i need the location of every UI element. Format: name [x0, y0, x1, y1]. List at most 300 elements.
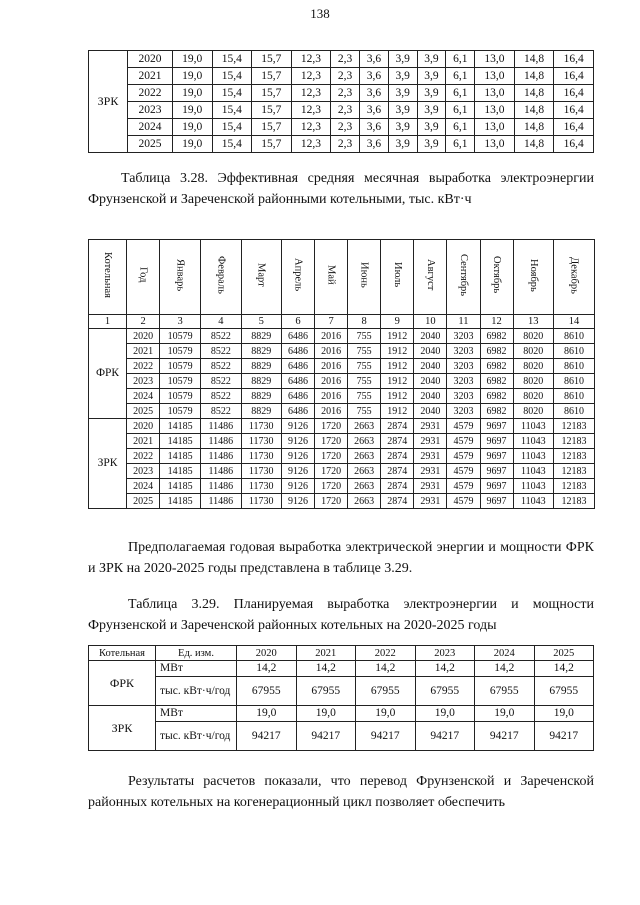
- table-cell: 2016: [315, 389, 348, 404]
- table-cell: 3,6: [360, 85, 389, 102]
- table-cell: 14,8: [514, 51, 554, 68]
- table-cell: 3203: [447, 389, 480, 404]
- table-cell: 1720: [315, 434, 348, 449]
- table-cell: 10579: [160, 389, 201, 404]
- table-cell: 3,9: [417, 68, 446, 85]
- table-cell: 67955: [534, 677, 594, 706]
- table-cell: 67955: [296, 677, 356, 706]
- table-cell: 10579: [160, 359, 201, 374]
- table-row: [89, 479, 595, 494]
- table-cell: 15,4: [212, 136, 252, 153]
- table-cell: 13,0: [475, 136, 515, 153]
- unit-cell: тыс. кВт·ч/год: [156, 677, 237, 706]
- table-cell: 1912: [381, 404, 414, 419]
- column-header: [201, 240, 241, 315]
- table-continuation: [88, 50, 594, 153]
- table-cell: 14185: [160, 419, 201, 434]
- table-cell: 11486: [201, 494, 241, 509]
- table-cell: 6486: [281, 359, 314, 374]
- table-cell: 6,1: [446, 102, 475, 119]
- table-cell: 10579: [160, 329, 201, 344]
- column-header-label: Январь: [174, 258, 186, 292]
- table-cell: 2874: [381, 434, 414, 449]
- table-cell: 8020: [513, 389, 553, 404]
- column-number: 6: [281, 315, 314, 329]
- column-header-label: Ноябрь: [527, 258, 539, 292]
- column-header: [513, 240, 553, 315]
- table-cell: 15,7: [252, 68, 292, 85]
- table-cell: 9126: [281, 449, 314, 464]
- table-cell: 11730: [241, 449, 281, 464]
- table-cell: 11730: [241, 419, 281, 434]
- table-cell: 8829: [241, 389, 281, 404]
- table-cell: 3,6: [360, 119, 389, 136]
- table-cell: 14,2: [475, 661, 535, 677]
- table-cell: 67955: [415, 677, 475, 706]
- column-number: 5: [241, 315, 281, 329]
- table-cell: 94217: [296, 722, 356, 751]
- table-cell: 6982: [480, 359, 513, 374]
- table-cell: 3,9: [388, 68, 417, 85]
- table-cell: 8020: [513, 374, 553, 389]
- table-cell: 755: [348, 344, 381, 359]
- table-cell: 6,1: [446, 85, 475, 102]
- table-cell: 8020: [513, 344, 553, 359]
- table-cell: 3,9: [417, 85, 446, 102]
- table-cell: 12,3: [291, 51, 331, 68]
- table-cell: 4579: [447, 434, 480, 449]
- table-cell: 3,9: [388, 51, 417, 68]
- table-cell: 8610: [554, 374, 595, 389]
- table-cell: 8522: [201, 359, 241, 374]
- table-cell: 11043: [513, 434, 553, 449]
- table-cell: 9126: [281, 479, 314, 494]
- column-header: [447, 240, 480, 315]
- table-cell: 19,0: [172, 85, 212, 102]
- table-cell: 94217: [237, 722, 297, 751]
- table-cell: 2663: [348, 449, 381, 464]
- table-cell: 94217: [534, 722, 594, 751]
- column-number: 1: [89, 315, 127, 329]
- table-cell: 2016: [315, 374, 348, 389]
- table-cell: 14,8: [514, 119, 554, 136]
- column-header: 2022: [356, 646, 416, 661]
- table-row: [89, 51, 594, 68]
- table-row: [89, 677, 594, 706]
- table-cell: 2021: [127, 434, 160, 449]
- table-cell: 6486: [281, 374, 314, 389]
- column-header: [480, 240, 513, 315]
- unit-cell: МВт: [156, 706, 237, 722]
- table-cell: 14,8: [514, 68, 554, 85]
- table-row: [89, 464, 595, 479]
- table-cell: 8829: [241, 404, 281, 419]
- table-cell: 755: [348, 404, 381, 419]
- table-cell: 3,9: [417, 102, 446, 119]
- table-cell: 14,2: [237, 661, 297, 677]
- table-cell: 2016: [315, 329, 348, 344]
- table-cell: 2874: [381, 419, 414, 434]
- table-row: [89, 404, 595, 419]
- table-cell: 14185: [160, 449, 201, 464]
- table-cell: 11043: [513, 419, 553, 434]
- table-row: [89, 359, 595, 374]
- table-cell: 2663: [348, 464, 381, 479]
- table-cell: 12183: [554, 479, 595, 494]
- table-cell: 1720: [315, 494, 348, 509]
- group-label: ЗРК: [89, 419, 127, 509]
- table-3-28: [88, 239, 595, 509]
- table-cell: 2,3: [331, 102, 360, 119]
- table-row: [89, 102, 594, 119]
- table-cell: 19,0: [172, 68, 212, 85]
- table-row: [89, 119, 594, 136]
- table-cell: 1912: [381, 329, 414, 344]
- table-row: [89, 68, 594, 85]
- table-cell: 14,8: [514, 85, 554, 102]
- table-cell: 8522: [201, 329, 241, 344]
- column-number: 4: [201, 315, 241, 329]
- table-cell: 755: [348, 389, 381, 404]
- column-header-label: Май: [325, 265, 337, 285]
- column-number: 2: [127, 315, 160, 329]
- table-cell: 2040: [414, 389, 447, 404]
- table-cell: 3203: [447, 359, 480, 374]
- table-cell: 11486: [201, 479, 241, 494]
- header-row: [89, 240, 595, 315]
- table-cell: 12,3: [291, 102, 331, 119]
- table-cell: 15,4: [212, 119, 252, 136]
- table-cell: 19,0: [534, 706, 594, 722]
- table-cell: 2663: [348, 479, 381, 494]
- table-cell: 3,6: [360, 51, 389, 68]
- group-label: ФРК: [89, 661, 156, 706]
- column-number: 8: [348, 315, 381, 329]
- column-header: [381, 240, 414, 315]
- table-cell: 6982: [480, 404, 513, 419]
- column-number: 11: [447, 315, 480, 329]
- table-cell: 9697: [480, 464, 513, 479]
- table-cell: 12,3: [291, 136, 331, 153]
- table-cell: 8610: [554, 404, 595, 419]
- column-number: 9: [381, 315, 414, 329]
- table-cell: 14185: [160, 434, 201, 449]
- table-cell: 755: [348, 374, 381, 389]
- table-cell: 67955: [475, 677, 535, 706]
- table-cell: 9697: [480, 434, 513, 449]
- table-cell: 9126: [281, 419, 314, 434]
- table-cell: 6,1: [446, 68, 475, 85]
- column-header: 2021: [296, 646, 356, 661]
- table-row: [89, 449, 595, 464]
- table-cell: 12183: [554, 434, 595, 449]
- table-cell: 4579: [447, 479, 480, 494]
- table-cell: 11486: [201, 464, 241, 479]
- table-cell: 2022: [127, 449, 160, 464]
- table-3-29-caption: Таблица 3.29. Планируемая выработка электроэнергии и мощности Фрунзенской и Зареченской районных котельных на 2020-2025 годы: [88, 597, 594, 633]
- table-cell: 6982: [480, 344, 513, 359]
- table-cell: 15,7: [252, 136, 292, 153]
- table-cell: 3,9: [388, 136, 417, 153]
- column-header: [281, 240, 314, 315]
- table-cell: 9697: [480, 419, 513, 434]
- table-cell: 15,7: [252, 102, 292, 119]
- table-cell: 2,3: [331, 119, 360, 136]
- table-cell: 2020: [127, 419, 160, 434]
- table-cell: 13,0: [475, 68, 515, 85]
- table-cell: 19,0: [415, 706, 475, 722]
- table-cell: 2016: [315, 359, 348, 374]
- table-cell: 2024: [127, 389, 160, 404]
- table-cell: 2023: [127, 464, 160, 479]
- table-row: [89, 722, 594, 751]
- table-cell: 11043: [513, 449, 553, 464]
- table-3-29: [88, 645, 594, 751]
- table-cell: 2931: [414, 434, 447, 449]
- table-cell: 11043: [513, 494, 553, 509]
- table-cell: 2025: [127, 404, 160, 419]
- table-cell: 12,3: [291, 119, 331, 136]
- page-number: 138: [310, 6, 330, 21]
- table-cell: 2020: [128, 51, 173, 68]
- table-cell: 1912: [381, 359, 414, 374]
- table-cell: 6486: [281, 344, 314, 359]
- column-header: Ед. изм.: [156, 646, 237, 661]
- table-cell: 2040: [414, 404, 447, 419]
- column-header: [160, 240, 201, 315]
- table-cell: 19,0: [475, 706, 535, 722]
- table-cell: 2040: [414, 329, 447, 344]
- table-cell: 16,4: [554, 68, 594, 85]
- table-cell: 11486: [201, 434, 241, 449]
- table-cell: 14,8: [514, 136, 554, 153]
- table-cell: 3,6: [360, 136, 389, 153]
- column-header-label: Сентябрь: [457, 253, 469, 297]
- table-cell: 14,2: [534, 661, 594, 677]
- table-cell: 6982: [480, 389, 513, 404]
- table-cell: 2023: [128, 102, 173, 119]
- group-label: ФРК: [89, 329, 127, 419]
- table-cell: 10579: [160, 374, 201, 389]
- table-cell: 2663: [348, 434, 381, 449]
- table-cell: 8020: [513, 329, 553, 344]
- column-header: [89, 240, 127, 315]
- table-cell: 6,1: [446, 119, 475, 136]
- table-cell: 19,0: [356, 706, 416, 722]
- table-cell: 2040: [414, 359, 447, 374]
- table-cell: 15,4: [212, 51, 252, 68]
- unit-cell: тыс. кВт·ч/год: [156, 722, 237, 751]
- table-cell: 4579: [447, 464, 480, 479]
- table-cell: 12,3: [291, 85, 331, 102]
- table-row: [89, 85, 594, 102]
- table-cell: 11730: [241, 464, 281, 479]
- table-cell: 94217: [475, 722, 535, 751]
- column-header-label: Июнь: [358, 262, 370, 288]
- table-cell: 19,0: [172, 136, 212, 153]
- table-cell: 3,6: [360, 102, 389, 119]
- table-cell: 15,7: [252, 85, 292, 102]
- table-row: [89, 661, 594, 677]
- table-cell: 15,7: [252, 119, 292, 136]
- column-header: [414, 240, 447, 315]
- column-header: [315, 240, 348, 315]
- column-number: 10: [414, 315, 447, 329]
- group-label: ЗРК: [89, 706, 156, 751]
- table-cell: 14,2: [296, 661, 356, 677]
- table-cell: 13,0: [475, 119, 515, 136]
- table-cell: 1912: [381, 374, 414, 389]
- table-cell: 3,9: [417, 51, 446, 68]
- table-cell: 9697: [480, 494, 513, 509]
- table-cell: 1912: [381, 389, 414, 404]
- table-cell: 10579: [160, 344, 201, 359]
- table-row: [89, 344, 595, 359]
- table-cell: 3,6: [360, 68, 389, 85]
- table-cell: 8829: [241, 329, 281, 344]
- table-row: [89, 434, 595, 449]
- table-cell: 13,0: [475, 102, 515, 119]
- table-cell: 9126: [281, 464, 314, 479]
- column-number: 3: [160, 315, 201, 329]
- table-cell: 16,4: [554, 102, 594, 119]
- table-cell: 3203: [447, 329, 480, 344]
- table-cell: 19,0: [296, 706, 356, 722]
- table-cell: 8829: [241, 359, 281, 374]
- column-header-label: Октябрь: [491, 256, 503, 294]
- unit-cell: МВт: [156, 661, 237, 677]
- table-cell: 3,9: [388, 119, 417, 136]
- table-cell: 2040: [414, 374, 447, 389]
- table-cell: 8522: [201, 374, 241, 389]
- column-header: 2024: [475, 646, 535, 661]
- column-header-label: Котельная: [102, 252, 114, 298]
- table-cell: 15,4: [212, 68, 252, 85]
- table-cell: 2021: [128, 68, 173, 85]
- table-row: [89, 329, 595, 344]
- table-cell: 3,9: [388, 85, 417, 102]
- table-cell: 12,3: [291, 68, 331, 85]
- table-cell: 2021: [127, 344, 160, 359]
- table-cell: 16,4: [554, 51, 594, 68]
- column-number-row: [89, 315, 595, 329]
- table-cell: 8829: [241, 344, 281, 359]
- table-cell: 9126: [281, 434, 314, 449]
- table-cell: 19,0: [172, 119, 212, 136]
- table-cell: 12183: [554, 464, 595, 479]
- table-cell: 15,4: [212, 85, 252, 102]
- table-cell: 16,4: [554, 119, 594, 136]
- table-cell: 2874: [381, 494, 414, 509]
- column-header-label: Год: [137, 267, 149, 283]
- table-cell: 16,4: [554, 85, 594, 102]
- column-header-label: Апрель: [292, 258, 304, 292]
- column-header: [127, 240, 160, 315]
- table-cell: 11730: [241, 494, 281, 509]
- table-cell: 2931: [414, 419, 447, 434]
- table-cell: 2020: [127, 329, 160, 344]
- table-cell: 9697: [480, 479, 513, 494]
- table-cell: 2025: [128, 136, 173, 153]
- table-cell: 6486: [281, 404, 314, 419]
- paragraph-results: Результаты расчетов показали, что перевод Фрунзенской и Зареченской районных котельных на когенерационный цикл позволяет обеспечить: [88, 774, 594, 810]
- table-cell: 14185: [160, 494, 201, 509]
- table-cell: 4579: [447, 419, 480, 434]
- table-cell: 3203: [447, 374, 480, 389]
- column-header: 2025: [534, 646, 594, 661]
- table-3-28-caption: Таблица 3.28. Эффективная средняя месячная выработка электроэнергии Фрунзенской и Зареченской районными котельными, тыс. кВт·ч: [88, 171, 594, 207]
- table-cell: 2,3: [331, 51, 360, 68]
- table-cell: 8610: [554, 359, 595, 374]
- column-number: 12: [480, 315, 513, 329]
- table-row: [89, 419, 595, 434]
- table-cell: 2024: [128, 119, 173, 136]
- column-header-label: Июль: [391, 262, 403, 288]
- table-cell: 755: [348, 329, 381, 344]
- table-cell: 12183: [554, 494, 595, 509]
- table-cell: 12183: [554, 449, 595, 464]
- table-cell: 4579: [447, 449, 480, 464]
- table-cell: 2931: [414, 464, 447, 479]
- table-cell: 8522: [201, 404, 241, 419]
- table-cell: 11043: [513, 479, 553, 494]
- column-number: 7: [315, 315, 348, 329]
- table-cell: 9697: [480, 449, 513, 464]
- table-cell: 6,1: [446, 136, 475, 153]
- table-cell: 2874: [381, 464, 414, 479]
- table-cell: 14185: [160, 464, 201, 479]
- table-cell: 2016: [315, 344, 348, 359]
- table-cell: 2025: [127, 494, 160, 509]
- table-cell: 67955: [237, 677, 297, 706]
- table-cell: 6982: [480, 329, 513, 344]
- paragraph-annual-output: Предполагаемая годовая выработка электрической энергии и мощности ФРК и ЗРК на 2020-2025 годы представлена в таблице 3.29.: [88, 540, 594, 576]
- table-cell: 15,7: [252, 51, 292, 68]
- table-cell: 19,0: [172, 102, 212, 119]
- table-cell: 1912: [381, 344, 414, 359]
- table-cell: 8020: [513, 359, 553, 374]
- table-cell: 2016: [315, 404, 348, 419]
- column-header: [348, 240, 381, 315]
- header-row: [89, 646, 594, 661]
- table-cell: 15,4: [212, 102, 252, 119]
- table-cell: 6486: [281, 329, 314, 344]
- table-cell: 6982: [480, 374, 513, 389]
- table-row: [89, 136, 594, 153]
- table-cell: 2023: [127, 374, 160, 389]
- table-cell: 11486: [201, 419, 241, 434]
- table-cell: 2931: [414, 494, 447, 509]
- table-cell: 6486: [281, 389, 314, 404]
- table-cell: 2663: [348, 494, 381, 509]
- group-label: ЗРК: [89, 51, 128, 153]
- table-cell: 8610: [554, 329, 595, 344]
- table-cell: 2663: [348, 419, 381, 434]
- column-header: 2023: [415, 646, 475, 661]
- table-cell: 755: [348, 359, 381, 374]
- table-row: [89, 389, 595, 404]
- table-cell: 2,3: [331, 136, 360, 153]
- table-cell: 3,9: [417, 119, 446, 136]
- column-header-label: Февраль: [215, 256, 227, 294]
- table-cell: 8610: [554, 389, 595, 404]
- table-cell: 13,0: [475, 51, 515, 68]
- table-cell: 8020: [513, 404, 553, 419]
- table-cell: 14185: [160, 479, 201, 494]
- table-cell: 13,0: [475, 85, 515, 102]
- column-header-label: Март: [255, 263, 267, 287]
- column-number: 13: [513, 315, 553, 329]
